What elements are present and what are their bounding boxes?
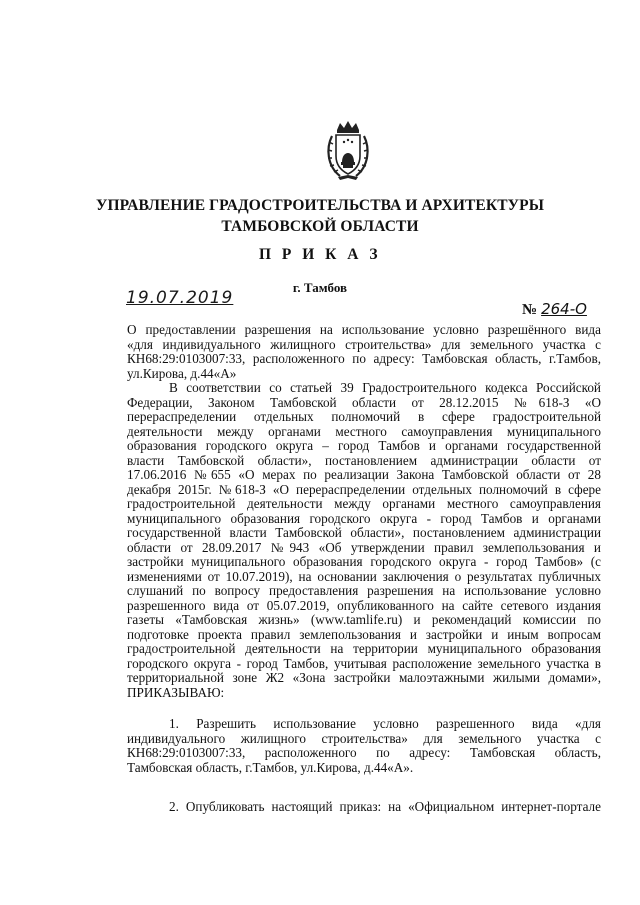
body-line: градостроительной деятельности между органами местного самоуправления	[127, 496, 601, 511]
subject-line: О предоставлении разрешения на использование условно разрешённого вида	[127, 322, 601, 337]
body-line: области от 28.09.2017 №943 «Об утверждении правил землепользования и	[127, 539, 601, 555]
body-line: разрешенного вида от 05.07.2019, опубликованного на сайте сетевого издания	[127, 597, 601, 613]
body-line: городского округа - город Тамбов, учитывая расположение земельного участка в	[127, 655, 601, 671]
body-line: Федерации, Законом Тамбовской области от 28.12.2015 №618-З «О	[127, 394, 601, 410]
document-number	[522, 300, 587, 319]
item-line: КН68:29:0103007:33, расположенного по адресу: Тамбовская область,	[127, 745, 601, 760]
organization-name-line1: УПРАВЛЕНИЕ ГРАДОСТРОИТЕЛЬСТВА И АРХИТЕКТУРЫ	[95, 197, 545, 214]
handwritten-number: 264-О	[541, 300, 587, 318]
body-line: застройки муниципального образования городского округа - город Тамбов» (с	[127, 554, 601, 569]
body-line: слушаний по вопросу предоставления разрешения на использование условно	[127, 583, 601, 598]
body-line: власти Тамбовской области», постановлением администрации области от	[127, 452, 601, 468]
item-line: индивидуального жилищного строительства» для земельного участка с	[127, 730, 601, 746]
item-line: 1. Разрешить использование условно разрешенного вида «для	[169, 716, 601, 731]
body-line: деятельности между органами местного самоуправления муниципального	[127, 423, 601, 439]
subject-line: КН68:29:0103007:33, расположенного по адресу: Тамбовская область, г.Тамбов,	[127, 351, 601, 366]
subject-line: ул.Кирова, д.44«А»	[127, 365, 237, 381]
body-line: подготовке проекта правил землепользования и застройки и иным вопросам	[127, 626, 601, 642]
order-item-2	[127, 800, 601, 815]
body-line: образования городского округа – город Тамбов и органами государственной	[127, 438, 601, 453]
document-type-title: П Р И К А З	[258, 246, 382, 263]
organization-name-line2: ТАМБОВСКОЙ ОБЛАСТИ	[221, 218, 419, 235]
handwritten-date: 19.07.2019	[126, 288, 234, 308]
body-line: декабря 2015г. №618-З «О перераспределении отдельных полномочий в сфере	[127, 481, 601, 497]
body-line: 17.06.2016 №655 «О мерах по реализации Закона Тамбовской области от 28	[127, 467, 601, 482]
number-sign: №	[522, 302, 538, 318]
body-line: В соответствии со статьей 39 Градостроительного кодекса Российской	[169, 380, 601, 395]
item-line: 2. Опубликовать настоящий приказ: на «Официальном интернет-портале	[169, 799, 601, 814]
body-line: газеты «Тамбовская жизнь» (www.tamlife.ru) и рекомендаций комиссии по	[127, 612, 601, 627]
body-line: государственной власти Тамбовской области», постановлением администрации	[127, 525, 601, 540]
item-line: Тамбовская область, г.Тамбов, ул.Кирова, д.44«А».	[127, 759, 414, 775]
body-line: территориальной зоне Ж2 «Зона застройки малоэтажными жилыми домами»,	[127, 670, 601, 685]
body-line: градостроительной деятельности на территории муниципального образования	[127, 641, 601, 656]
tambov-coat-of-arms-icon	[323, 120, 373, 182]
body-line: муниципального образования городского округа - город Тамбов и органами	[127, 510, 601, 526]
order-item-1	[127, 717, 601, 775]
preamble-paragraph	[127, 381, 601, 700]
issue-city: г. Тамбов	[292, 280, 348, 295]
body-line: ПРИКАЗЫВАЮ:	[127, 684, 225, 700]
subject-line: «для индивидуального жилищного строительства» для земельного участка с	[127, 336, 601, 352]
body-line: перераспределении отдельных полномочий в сфере градостроительной	[127, 409, 601, 424]
body-line: изменениями от 10.07.2019), на основании заключения о результатах публичных	[127, 568, 601, 584]
order-subject	[127, 323, 601, 381]
